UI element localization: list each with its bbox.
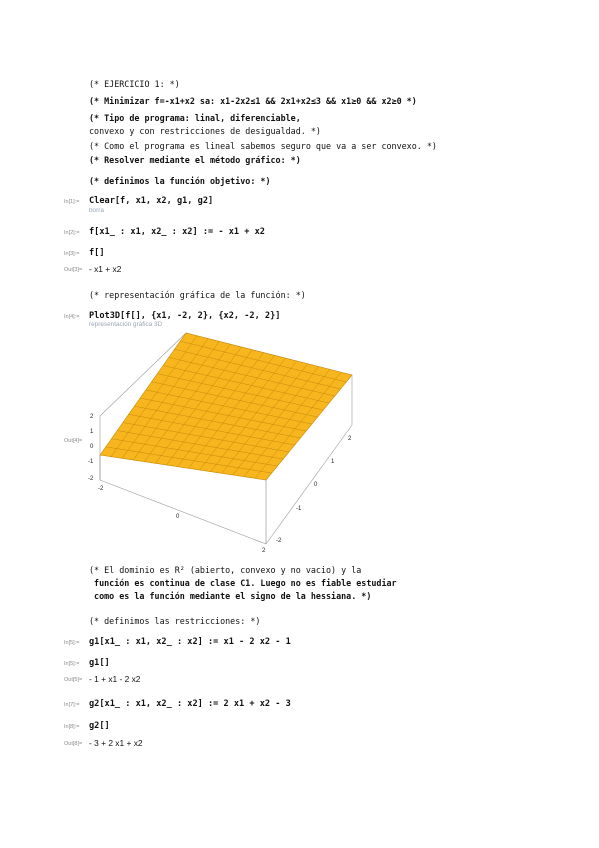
comment-minimize: (* Minimizar f=-x1+x2 sa: x1-2x2≤1 && 2x1+x2≤3 && x1≥0 && x2≥0 *) (89, 96, 417, 106)
cell-label: Out[5]= (64, 677, 83, 683)
tick-label: 2 (348, 436, 352, 442)
front-axis-ticks (98, 486, 266, 554)
comment-representacion: (* representación gráfica de la función: *) (89, 290, 306, 300)
tick-label: 2 (90, 414, 94, 420)
vertical-axis-ticks (88, 414, 94, 482)
tick-label: -1 (296, 506, 302, 512)
tick-label: 1 (90, 429, 94, 435)
comment-tipo-1: (* Tipo de programa: linal, diferenciable, (89, 113, 301, 123)
cell-label: Out[3]= (64, 267, 83, 273)
comment-convexo: (* Como el programa es lineal sabemos seguro que va a ser convexo. *) (89, 141, 437, 151)
comment-title: (* EJERCICIO 1: *) (89, 79, 180, 89)
output-f: - x1 + x2 (89, 264, 122, 274)
comment-resolver: (* Resolver mediante el método gráfico: *) (89, 155, 301, 165)
tick-label: -2 (276, 538, 282, 544)
output-g2: - 3 + 2 x1 + x2 (89, 738, 143, 748)
comment-tipo-2: convexo y con restricciones de desigualdad. *) (89, 126, 321, 136)
cell-label: In[5]:= (64, 661, 80, 667)
cell-label: In[5]:= (64, 640, 80, 646)
comment-dominio-1: (* El dominio es R² (abierto, convexo y no vacio) y la (89, 565, 362, 575)
tick-label: 2 (262, 548, 266, 554)
cell-label: Out[4]= (64, 438, 83, 444)
code-define-f[interactable]: f[x1_ : x1, x2_ : x2] := - x1 + x2 (89, 227, 265, 237)
code-clear[interactable]: Clear[f, x1, x2, g1, g2] (89, 196, 214, 206)
code-eval-g2[interactable]: g2[] (89, 721, 110, 731)
code-plot3d[interactable]: Plot3D[f[], {x1, -2, 2}, {x2, -2, 2}] (89, 311, 281, 321)
cell-label: Out[8]= (64, 741, 83, 747)
cell-label: In[7]:= (64, 702, 80, 708)
comment-dominio-3: como es la función mediante el signo de la hessiana. *) (89, 591, 372, 601)
comment-definimos-f: (* definimos la función objetivo: *) (89, 176, 271, 186)
cell-label: In[3]:= (64, 251, 80, 257)
plot3d-graphic[interactable] (86, 330, 361, 555)
tick-label: -2 (88, 476, 94, 482)
cell-label: In[2]:= (64, 230, 80, 236)
comment-dominio-2: función es continua de clase C1. Luego no es fiable estudiar (89, 578, 397, 588)
tick-label: -1 (88, 459, 94, 465)
code-eval-f[interactable]: f[] (89, 248, 105, 258)
comment-restricciones: (* definimos las restricciones: *) (89, 616, 261, 626)
code-define-g2[interactable]: g2[x1_ : x1, x2_ : x2] := 2 x1 + x2 - 3 (89, 699, 291, 709)
cell-label: In[4]:= (64, 314, 80, 320)
tick-label: 1 (331, 459, 335, 465)
cell-label: In[8]:= (64, 724, 80, 730)
hint-borra: borra (89, 207, 104, 214)
code-eval-g1[interactable]: g1[] (89, 658, 110, 668)
tick-label: 0 (176, 514, 180, 520)
tick-label: -2 (98, 486, 104, 492)
output-g1: - 1 + x1 - 2 x2 (89, 674, 141, 684)
hint-plot: representación gráfica 3D (89, 321, 163, 328)
tick-label: 0 (314, 482, 318, 488)
cell-label: In[1]:= (64, 199, 80, 205)
code-define-g1[interactable]: g1[x1_ : x1, x2_ : x2] := x1 - 2 x2 - 1 (89, 637, 291, 647)
tick-label: 0 (90, 444, 94, 450)
